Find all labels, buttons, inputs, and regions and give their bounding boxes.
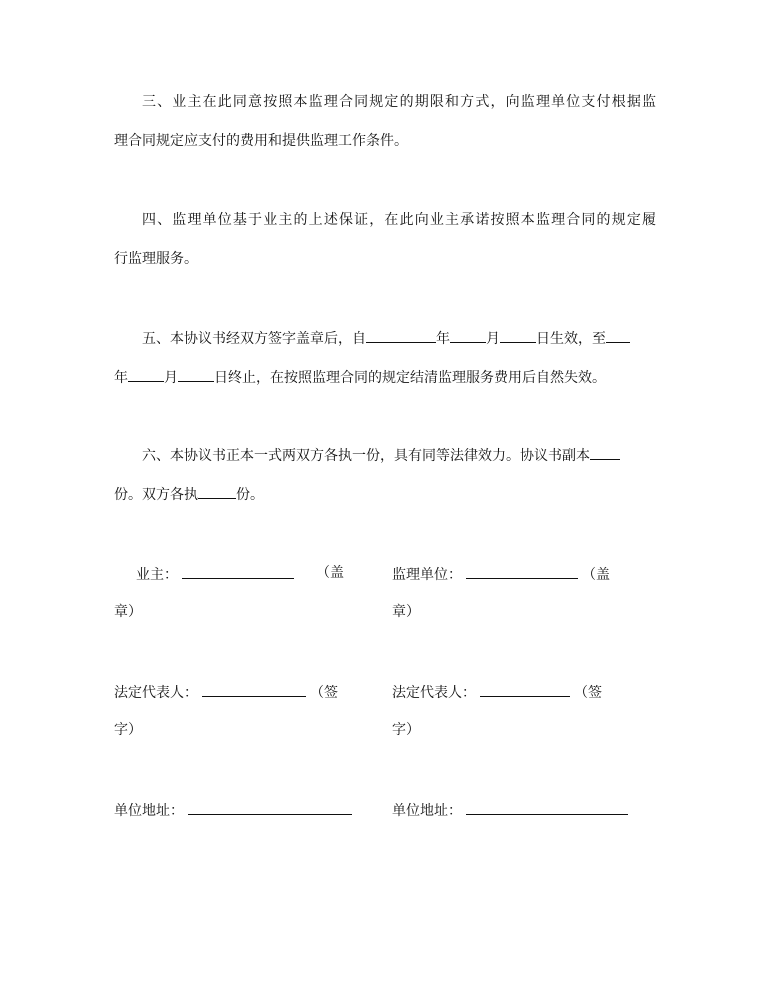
start-day-blank[interactable] <box>500 327 536 343</box>
clause-3 <box>114 92 656 151</box>
supervisor-address-blank[interactable] <box>466 799 628 815</box>
owner-address-block <box>114 799 374 819</box>
supervisor-rep-suffix-2: 字） <box>392 722 420 738</box>
owner-rep-block <box>114 681 354 740</box>
clause-3-line-2: 理合同规定应支付的费用和提供监理工作条件。 <box>114 133 408 149</box>
clause-6-text-b: 份。双方各执 <box>114 487 198 503</box>
clause-4 <box>114 210 656 269</box>
supervisor-rep-blank[interactable] <box>480 681 570 697</box>
start-month-blank[interactable] <box>450 327 486 343</box>
end-day-blank[interactable] <box>178 366 214 382</box>
owner-seal-suffix-2: 章） <box>114 604 142 620</box>
owner-rep-blank[interactable] <box>202 681 306 697</box>
start-year-blank[interactable] <box>366 327 436 343</box>
clause-6-line-2 <box>114 483 656 503</box>
owner-address-label: 单位地址： <box>114 803 184 819</box>
end-month-blank[interactable] <box>128 366 164 382</box>
owner-seal-block <box>114 563 354 622</box>
owner-rep-suffix-2: 字） <box>114 722 142 738</box>
owner-seal-suffix: （盖 <box>316 565 344 581</box>
end-year-blank-part[interactable] <box>606 327 630 343</box>
clause-5-line-2 <box>114 366 656 386</box>
supervisor-rep-label: 法定代表人： <box>392 685 476 701</box>
clause-5-text-a: 五、本协议书经双方签字盖章后，自 <box>142 331 366 347</box>
clause-3-line-1: 三、业主在此同意按照本监理合同规定的期限和方式，向监理单位支付根据监 <box>142 94 656 110</box>
clause-5-text-b: 年 <box>436 331 450 347</box>
clause-4-line-1: 四、监理单位基于业主的上述保证，在此向业主承诺按照本监理合同的规定履 <box>142 212 656 228</box>
clause-6-line-1 <box>114 444 656 464</box>
owner-address-blank[interactable] <box>188 799 352 815</box>
clause-5-text-e: 年 <box>114 370 128 386</box>
supervisor-seal-block <box>392 563 632 622</box>
owner-name-blank[interactable] <box>182 563 294 579</box>
supervisor-address-block <box>392 799 652 819</box>
owner-rep-label: 法定代表人： <box>114 685 198 701</box>
clause-4-line-2: 行监理服务。 <box>114 251 198 267</box>
copies-count-blank[interactable] <box>590 444 620 460</box>
supervisor-name-blank[interactable] <box>466 563 578 579</box>
supervisor-rep-block <box>392 681 632 740</box>
each-party-copies-blank[interactable] <box>198 483 236 499</box>
clause-6-text-a: 六、本协议书正本一式两双方各执一份，具有同等法律效力。协议书副本 <box>142 448 590 464</box>
clause-5-text-c: 月 <box>486 331 500 347</box>
clause-6-text-c: 份。 <box>236 487 264 503</box>
clause-5-text-g: 日终止，在按照监理合同的规定结清监理服务费用后自然失效。 <box>214 370 606 386</box>
supervisor-rep-suffix: （签 <box>574 685 602 701</box>
owner-label: 业主： <box>136 567 178 583</box>
supervisor-label: 监理单位： <box>392 567 462 583</box>
clause-5-text-d: 日生效，至 <box>536 331 606 347</box>
clause-5-text-f: 月 <box>164 370 178 386</box>
owner-rep-suffix: （签 <box>310 685 338 701</box>
clause-5 <box>114 327 656 386</box>
clause-5-line-1 <box>114 327 656 347</box>
supervisor-address-label: 单位地址： <box>392 803 462 819</box>
supervisor-seal-suffix: （盖 <box>582 567 610 583</box>
clause-6 <box>114 444 656 503</box>
supervisor-seal-suffix-2: 章） <box>392 604 420 620</box>
